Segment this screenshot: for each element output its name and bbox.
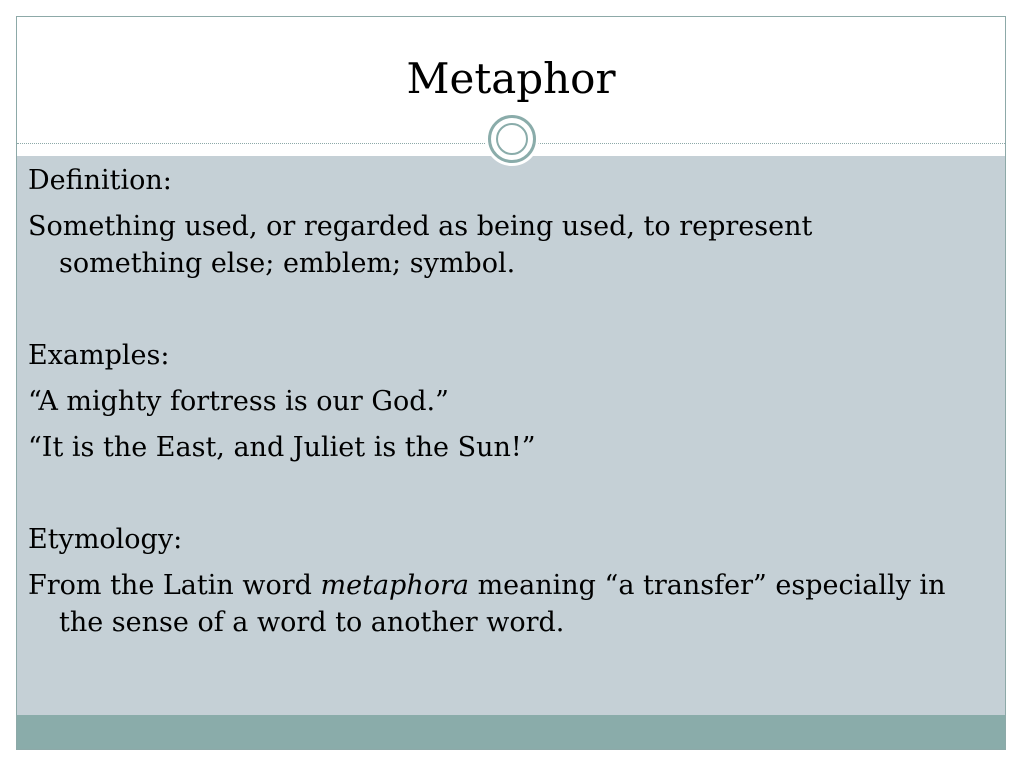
- circle-ornament-icon: [485, 112, 539, 166]
- example-item: “A mighty fortress is our God.”: [28, 386, 449, 417]
- inner-ring: [496, 123, 528, 155]
- spacer: [28, 291, 958, 337]
- etymology-text-start: From the Latin word: [28, 570, 321, 601]
- definition-text: Something used, or regarded as being used, to represent something else; emblem; symbol.: [28, 211, 813, 279]
- footer-band: [17, 715, 1005, 749]
- examples-heading: Examples:: [28, 340, 170, 371]
- spacer: [28, 475, 958, 521]
- outer-ring: [488, 115, 536, 163]
- slide-title: Metaphor: [406, 54, 616, 103]
- etymology-heading: Etymology:: [28, 524, 183, 555]
- example-item: “It is the East, and Juliet is the Sun!”: [28, 432, 536, 463]
- etymology-text-end: meaning “a transfer” especially in the sense of a word to another word.: [59, 570, 946, 638]
- etymology-term: metaphora: [320, 570, 469, 601]
- slide-body: [28, 162, 958, 650]
- definition-heading: Definition:: [28, 165, 172, 196]
- etymology-text: [28, 567, 958, 641]
